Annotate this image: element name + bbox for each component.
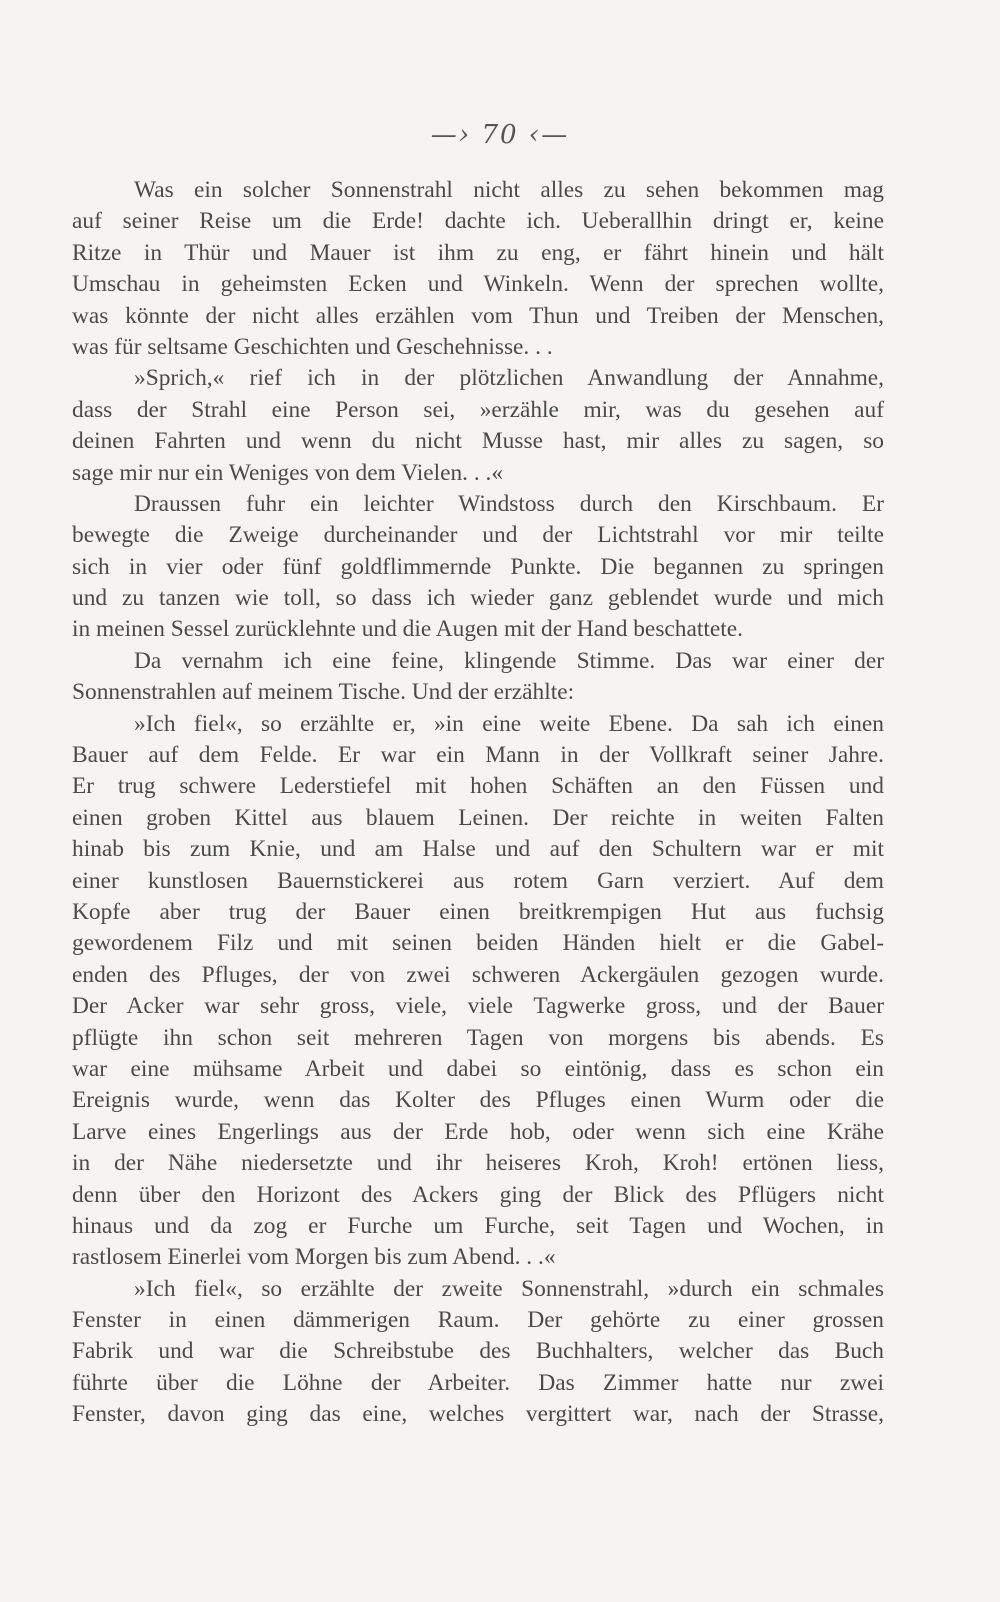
text-line: Er trug schwere Lederstiefel mit hohen Schäften an den Füssen und: [72, 773, 884, 800]
text-line: Fenster in einen dämmerigen Raum. Der gehörte zu einer grossen: [72, 1307, 884, 1334]
text-line: führte über die Löhne der Arbeiter. Das Zimmer hatte nur zwei: [72, 1369, 884, 1396]
text-line: in meinen Sessel zurücklehnte und die Augen mit der Hand beschattete.: [72, 616, 743, 643]
text-line: »Ich fiel«, so erzählte er, »in eine weite Ebene. Da sah ich einen: [134, 710, 884, 737]
body-text: [72, 175, 884, 1431]
text-line: einer kunstlosen Bauernstickerei aus rotem Garn verziert. Auf dem: [72, 867, 884, 894]
text-line: denn über den Horizont des Ackers ging der Blick des Pflügers nicht: [72, 1181, 884, 1208]
text-line: auf seiner Reise um die Erde! dachte ich. Ueberallhin dringt er, keine: [72, 208, 884, 235]
text-line: in der Nähe niedersetzte und ihr heiseres Kroh, Kroh! ertönen liess,: [72, 1150, 884, 1177]
text-line: hinaus und da zog er Furche um Furche, seit Tagen und Wochen, in: [72, 1212, 884, 1239]
text-line: Larve eines Engerlings aus der Erde hob, oder wenn sich eine Krähe: [72, 1118, 884, 1145]
text-line: pflügte ihn schon seit mehreren Tagen von morgens bis abends. Es: [72, 1024, 884, 1051]
page-number: —› 70 ‹—: [430, 120, 570, 150]
text-line: Sonnenstrahlen auf meinem Tische. Und der erzählte:: [72, 679, 575, 706]
text-line: Ereignis wurde, wenn das Kolter des Pfluges einen Wurm oder die: [72, 1087, 884, 1114]
text-line: war eine mühsame Arbeit und dabei so eintönig, dass es schon ein: [72, 1055, 884, 1082]
text-line: sage mir nur ein Weniges von dem Vielen. . .«: [72, 459, 504, 486]
text-line: enden des Pfluges, der von zwei schweren Ackergäulen gezogen wurde.: [72, 961, 884, 988]
text-line: bewegte die Zweige durcheinander und der Lichtstrahl vor mir teilte: [72, 522, 884, 549]
text-line: Der Acker war sehr gross, viele, viele Tagwerke gross, und der Bauer: [72, 993, 884, 1020]
text-line: dass der Strahl eine Person sei, »erzähle mir, was du gesehen auf: [72, 396, 884, 423]
text-line: deinen Fahrten und wenn du nicht Musse hast, mir alles zu sagen, so: [72, 428, 884, 455]
text-line: was könnte der nicht alles erzählen vom Thun und Treiben der Menschen,: [72, 302, 884, 329]
text-line: Was ein solcher Sonnenstrahl nicht alles zu sehen bekommen mag: [134, 177, 884, 203]
text-line: einen groben Kittel aus blauem Leinen. Der reichte in weiten Falten: [72, 804, 884, 831]
text-line: »Sprich,« rief ich in der plötzlichen Anwandlung der Annahme,: [134, 365, 884, 392]
text-line: was für seltsame Geschichten und Geschehnisse. . .: [72, 333, 553, 360]
text-line: Draussen fuhr ein leichter Windstoss durch den Kirschbaum. Er: [134, 490, 884, 517]
text-line: Da vernahm ich eine feine, klingende Stimme. Das war einer der: [134, 647, 884, 674]
text-line: Umschau in geheimsten Ecken und Winkeln. Wenn der sprechen wollte,: [72, 271, 884, 298]
text-line: Fabrik und war die Schreibstube des Buchhalters, welcher das Buch: [72, 1338, 884, 1365]
text-line: rastlosem Einerlei vom Morgen bis zum Abend. . .«: [72, 1244, 556, 1271]
text-line: »Ich fiel«, so erzählte der zweite Sonnenstrahl, »durch ein schmales: [134, 1275, 884, 1302]
text-line: gewordenem Filz und mit seinen beiden Händen hielt er die Gabel-: [72, 930, 884, 957]
text-line: sich in vier oder fünf goldflimmernde Punkte. Die begannen zu springen: [72, 553, 884, 580]
text-line: Kopfe aber trug der Bauer einen breitkrempigen Hut aus fuchsig: [72, 898, 884, 925]
text-line: Ritze in Thür und Mauer ist ihm zu eng, er fährt hinein und hält: [72, 239, 884, 266]
text-line: und zu tanzen wie toll, so dass ich wieder ganz geblendet wurde und mich: [72, 585, 884, 612]
text-line: Fenster, davon ging das eine, welches vergittert war, nach der Strasse,: [72, 1401, 884, 1428]
text-line: Bauer auf dem Felde. Er war ein Mann in der Vollkraft seiner Jahre.: [72, 742, 884, 769]
text-line: hinab bis zum Knie, und am Halse und auf den Schultern war er mit: [72, 836, 884, 863]
